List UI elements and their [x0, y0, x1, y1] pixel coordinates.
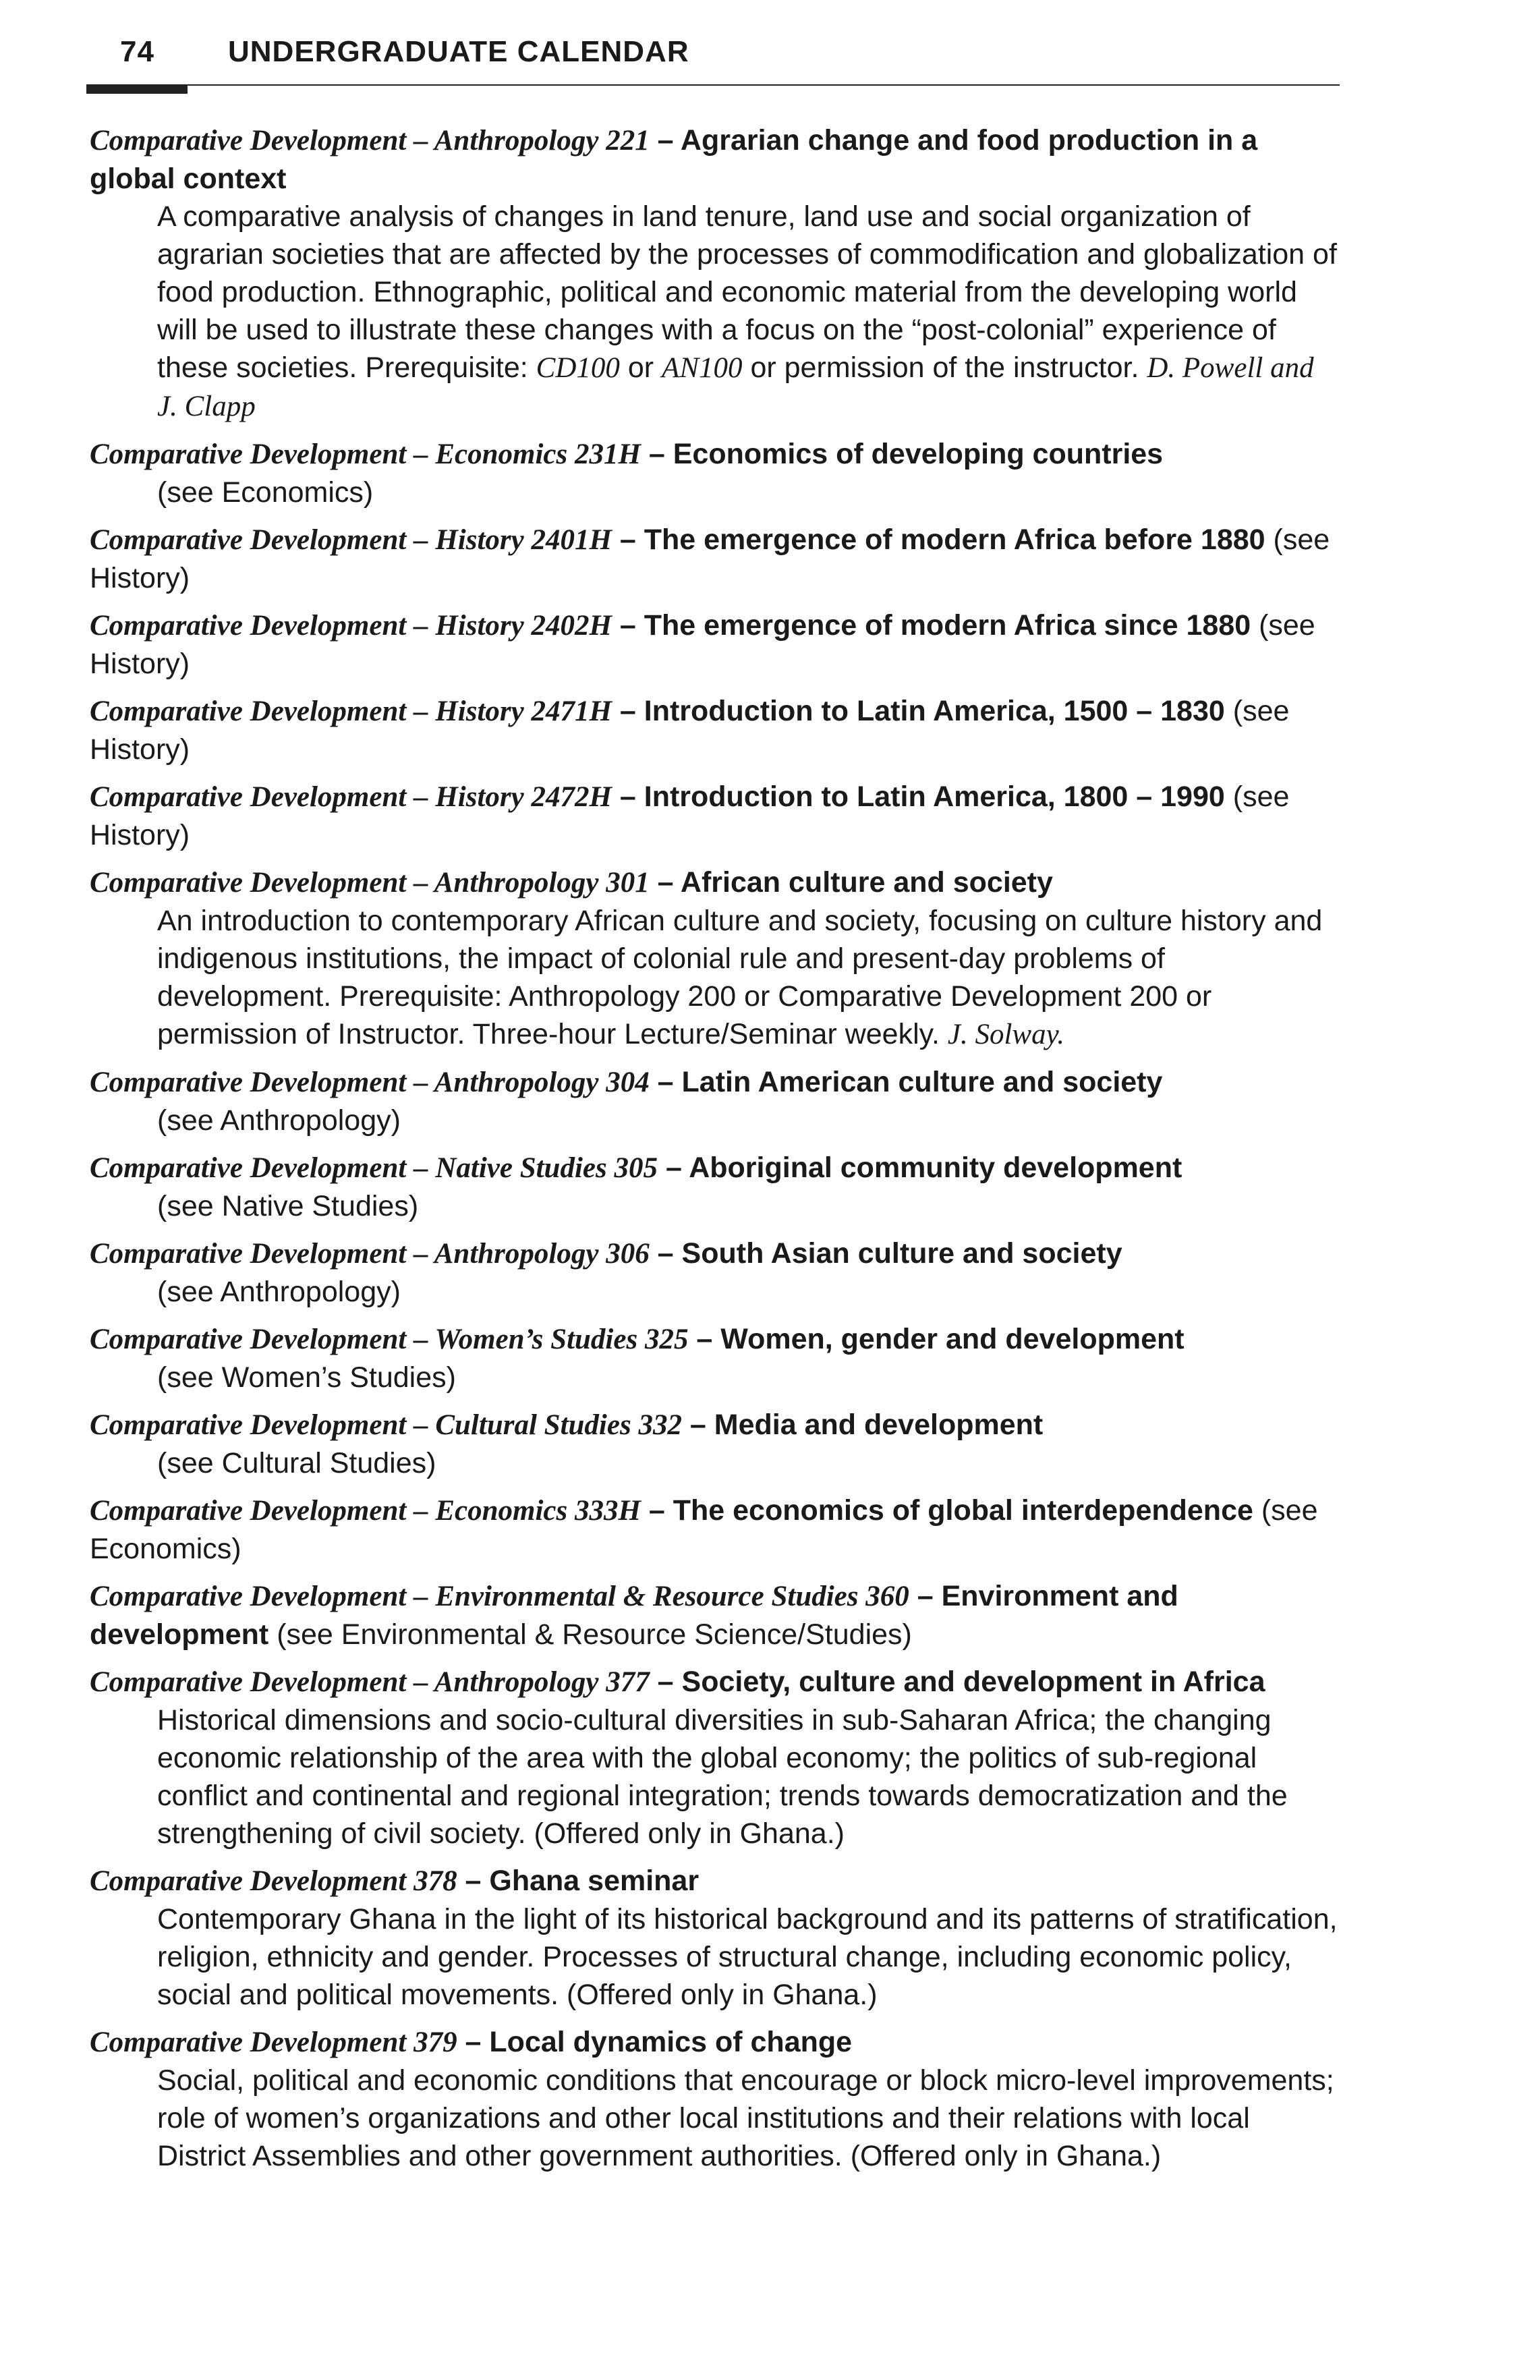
course-title: Women, gender and development: [720, 1323, 1185, 1355]
cross-reference: (see History): [90, 523, 1330, 594]
course-title: The emergence of modern Africa before 1880: [644, 523, 1265, 556]
course-code: Comparative Development – Women’s Studies 325: [90, 1324, 689, 1355]
page-number: 74: [120, 35, 154, 68]
course-title: South Asian culture and society: [681, 1237, 1122, 1270]
course-code: Comparative Development – Anthropology 306: [90, 1238, 650, 1270]
header-rule-accent: [86, 84, 188, 94]
course-title: Media and development: [714, 1409, 1044, 1441]
course-code: Comparative Development – Cultural Studies 332: [90, 1409, 682, 1441]
course-title: African culture and society: [680, 866, 1053, 899]
page-header: [120, 35, 1340, 69]
course-title: Aboriginal community development: [689, 1152, 1182, 1184]
prerequisite-code: AN100: [662, 352, 743, 384]
course-entry: Comparative Development – History 2472H – Introduction to Latin America, 1800 – 1990 (see History): [90, 781, 1290, 851]
course-description: A comparative analysis of changes in land tenure, land use and social organization of agrarian societies that are affected by the processes of commodification and globalization of food production. Ethnographic, political and economic material from the developing world will be used to illustrate these changes with a focus on the “post-colonial” experience of these societies. Prerequisite: CD100 or AN100 or permission of the instructor. D. Powell and J. Clapp: [157, 200, 1337, 422]
course-code: Comparative Development – Economics 333H: [90, 1495, 641, 1527]
course-entry: Comparative Development – Economics 333H – The economics of global interdependence (see Economics): [90, 1494, 1318, 1565]
course-entry: Comparative Development – Anthropology 221 – Agrarian change and food production in a global context A comparative analysis of changes in land tenure, land use and social organization of agrarian societies that are affected by the processes of commodification and globalization of food production. Ethnographic, political and economic material from the developing world will be used to illustrate these changes with a focus on the “post-colonial” experience of these societies. Prerequisite: CD100 or AN100 or permission of the instructor. D. Powell and J. Clapp: [90, 121, 1338, 426]
cross-reference: (see Cultural Studies): [157, 1447, 436, 1479]
course-title: Environment and development: [90, 1580, 1178, 1651]
course-code: Comparative Development – Anthropology 221: [90, 125, 650, 157]
course-entry: Comparative Development – Environmental & Resource Studies 360 – Environment and development (see Environmental & Resource Science/Studies): [90, 1580, 1178, 1651]
course-title: Society, culture and development in Africa: [681, 1666, 1265, 1698]
course-title: Economics of developing countries: [673, 438, 1164, 470]
course-code: Comparative Development – History 2472H: [90, 781, 612, 813]
course-code: Comparative Development – Native Studies 305: [90, 1152, 658, 1184]
course-code: Comparative Development 379: [90, 2027, 457, 2058]
course-title: Local dynamics of change: [489, 2026, 853, 2058]
prerequisite-code: CD100: [536, 352, 620, 384]
course-entry: Comparative Development – Cultural Studies 332 – Media and development (see Cultural Studies): [90, 1406, 1338, 1482]
course-entry: Comparative Development – History 2402H – The emergence of modern Africa since 1880 (see History): [90, 609, 1315, 680]
header-rule: [86, 84, 1340, 86]
cross-reference: (see History): [90, 695, 1290, 766]
course-entry: Comparative Development 379 – Local dynamics of change Social, political and economic conditions that encourage or block micro-level improvements; role of women’s organizations and other local institutions and their relations with local District Assemblies and other government authorities. (Offered only in Ghana.): [90, 2023, 1338, 2175]
instructors: J. Solway.: [947, 1019, 1065, 1050]
course-entry: Comparative Development – Anthropology 301 – African culture and society An introduction to contemporary African culture and society, focusing on culture history and indigenous institutions, the impact of colonial rule and present-day problems of development. Prerequisite: Anthropology 200 or Comparative Development 200 or permission of Instructor. Three-hour Lecture/Seminar weekly. J. Solway.: [90, 863, 1338, 1054]
course-entry: Comparative Development 378 – Ghana seminar Contemporary Ghana in the light of its historical background and its patterns of stratification, religion, ethnicity and gender. Processes of structural change, including economic policy, social and political movements. (Offered only in Ghana.): [90, 1862, 1338, 2014]
course-title: Agrarian change and food production in a global context: [90, 124, 1258, 195]
course-code: Comparative Development – History 2402H: [90, 610, 612, 642]
cross-reference: (see Anthropology): [157, 1104, 401, 1137]
course-entry: Comparative Development – Native Studies 305 – Aboriginal community development (see Native Studies): [90, 1149, 1338, 1225]
course-entry: Comparative Development – History 2471H – Introduction to Latin America, 1500 – 1830 (see History): [90, 695, 1290, 766]
course-code: Comparative Development – Anthropology 304: [90, 1067, 650, 1098]
course-title: Introduction to Latin America, 1500 – 1830: [644, 695, 1225, 727]
course-entry: Comparative Development – History 2401H – The emergence of modern Africa before 1880 (see History): [90, 523, 1330, 594]
course-title: The economics of global interdependence: [673, 1494, 1253, 1527]
cross-reference: (see Economics): [157, 476, 374, 509]
course-title: Latin American culture and society: [681, 1066, 1163, 1098]
cross-reference: (see Economics): [90, 1494, 1318, 1565]
course-code: Comparative Development – History 2471H: [90, 696, 612, 727]
course-code: Comparative Development 378: [90, 1865, 457, 1897]
cross-reference: (see Native Studies): [157, 1190, 419, 1222]
course-code: Comparative Development – Anthropology 377: [90, 1666, 650, 1698]
instructors: D. Powell and J. Clapp: [157, 352, 1314, 422]
course-title: The emergence of modern Africa since 1880: [644, 609, 1251, 642]
running-title: UNDERGRADUATE CALENDAR: [228, 35, 689, 68]
course-code: Comparative Development – Environmental & Resource Studies 360: [90, 1581, 909, 1612]
course-entry: Comparative Development – Women’s Studies 325 – Women, gender and development (see Women’s Studies): [90, 1320, 1338, 1396]
cross-reference: (see History): [90, 609, 1315, 680]
course-list: [90, 121, 1338, 2184]
cross-reference: (see Anthropology): [157, 1276, 401, 1308]
course-description: Social, political and economic conditions that encourage or block micro-level improvements; role of women’s organizations and other local institutions and their relations with local District Assemblies and other government authorities. (Offered only in Ghana.): [157, 2064, 1334, 2172]
cross-reference: (see Women’s Studies): [157, 1361, 456, 1394]
cross-reference: (see History): [90, 781, 1290, 851]
course-title: Introduction to Latin America, 1800 – 1990: [644, 781, 1225, 813]
course-entry: Comparative Development – Anthropology 377 – Society, culture and development in Africa Historical dimensions and socio-cultural diversities in sub-Saharan Africa; the changing economic relationship of the area with the global economy; the politics of sub-regional conflict and continental and regional integration; trends towards democratization and the strengthening of civil society. (Offered only in Ghana.): [90, 1663, 1338, 1852]
course-code: Comparative Development – Economics 231H: [90, 438, 641, 470]
course-entry: Comparative Development – Economics 231H – Economics of developing countries (see Economics): [90, 435, 1338, 511]
cross-reference: (see Environmental & Resource Science/Studies): [277, 1618, 912, 1651]
course-description: Historical dimensions and socio-cultural diversities in sub-Saharan Africa; the changing economic relationship of the area with the global economy; the politics of sub-regional conflict and continental and regional integration; trends towards democratization and the strengthening of civil society. (Offered only in Ghana.): [157, 1704, 1288, 1850]
course-entry: Comparative Development – Anthropology 306 – South Asian culture and society (see Anthropology): [90, 1235, 1338, 1311]
course-code: Comparative Development – History 2401H: [90, 524, 612, 556]
course-description: Contemporary Ghana in the light of its historical background and its patterns of stratification, religion, ethnicity and gender. Processes of structural change, including economic policy, social and political movements. (Offered only in Ghana.): [157, 1903, 1338, 2011]
course-description: An introduction to contemporary African culture and society, focusing on culture history and indigenous institutions, the impact of colonial rule and present-day problems of development. Prerequisite: Anthropology 200 or Comparative Development 200 or permission of Instructor. Three-hour Lecture/Seminar weekly. J. Solway.: [157, 905, 1323, 1050]
course-entry: Comparative Development – Anthropology 304 – Latin American culture and society (see Anthropology): [90, 1063, 1338, 1139]
course-code: Comparative Development – Anthropology 301: [90, 867, 650, 899]
course-title: Ghana seminar: [489, 1865, 700, 1897]
